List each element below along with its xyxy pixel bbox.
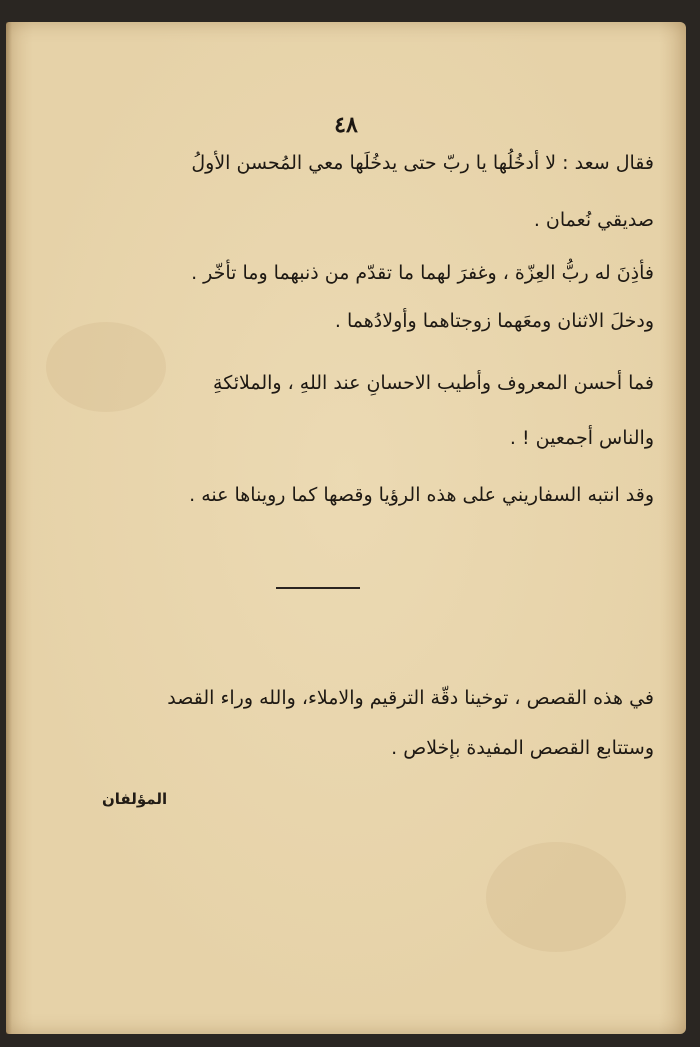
paper-stain xyxy=(486,842,626,952)
closing-line: وستتابع القصص المفيدة بإخلاص . xyxy=(391,737,654,759)
text-line: صديقي نُعمان . xyxy=(533,209,654,231)
text-line: والناس أجمعين ! . xyxy=(509,427,654,449)
text-line: فقال سعد : لا أدخُلُها يا ربّ حتى يدخُلَها معي المُحسن الأولُ xyxy=(191,152,654,174)
section-divider xyxy=(276,587,360,589)
text-line: ودخلَ الاثنان ومعَهما زوجتاهما وأولادُهما . xyxy=(334,310,654,332)
book-page xyxy=(6,22,686,1034)
paper-stain xyxy=(46,322,166,412)
author-signature: المؤلفان xyxy=(102,790,168,808)
page-spine-shadow xyxy=(6,22,12,1034)
page-number: ٤٨ xyxy=(334,112,358,138)
text-line: فما أحسن المعروف وأطيب الاحسانِ عند اللهِ ، والملائكةِ xyxy=(213,372,654,394)
text-line: وقد انتبه السفاريني على هذه الرؤيا وقصها كما رويناها عنه . xyxy=(189,484,654,506)
text-line: فأذِنَ له ربُّ العِزّة ، وغفرَ لهما ما تقدّم من ذنبهما وما تأخّر . xyxy=(191,262,654,284)
closing-line: في هذه القصص ، توخينا دقّة الترقيم والاملاء، والله وراء القصد xyxy=(167,687,654,709)
